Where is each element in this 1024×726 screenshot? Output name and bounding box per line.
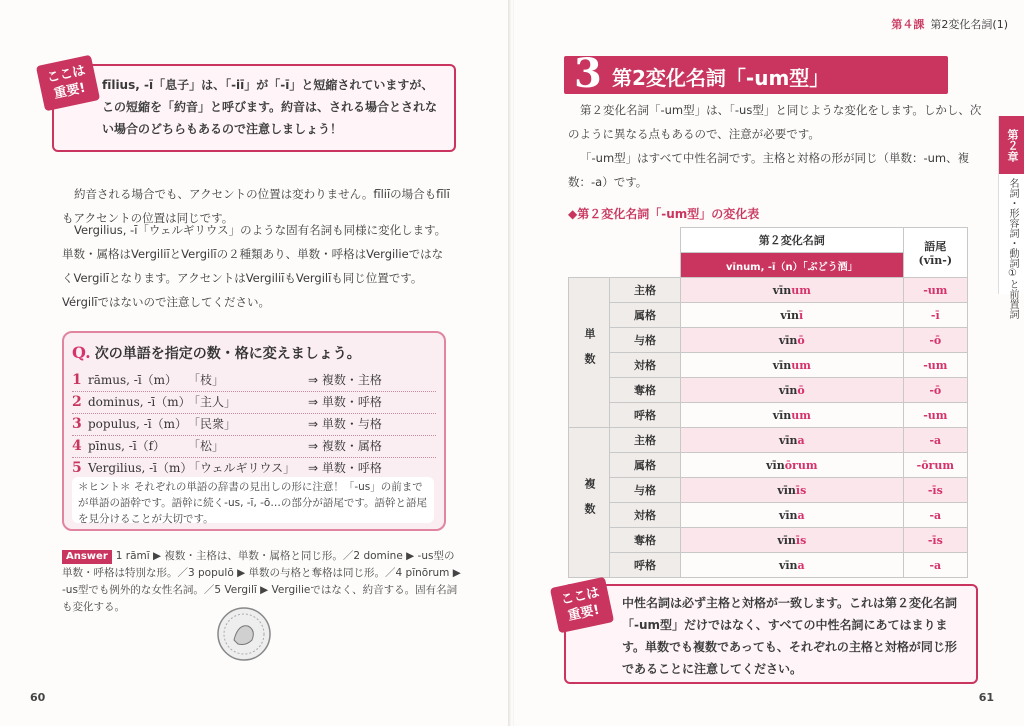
table-row (569, 378, 968, 403)
coin-illustration (216, 606, 272, 662)
case-label: 呼格 (610, 403, 681, 428)
quiz-item-task: ⇒ 複数・主格 (308, 373, 382, 387)
intro-paragraph-1: 第２変化名詞「-um型」は、「-us型」と同じような変化をします。しかし、次のように異なる点もあるので、注意が必要です。 (568, 103, 982, 141)
ending: -a (903, 553, 967, 578)
section-number: 3 (574, 50, 602, 97)
case-label: 与格 (610, 478, 681, 503)
case-label: 与格 (610, 328, 681, 353)
case-label: 呼格 (610, 553, 681, 578)
right-page (514, 0, 1024, 726)
quiz-item-meaning: 「枝」 (188, 373, 225, 387)
noun-form (681, 478, 904, 503)
form-stem: vīn (772, 283, 792, 297)
noun-form (681, 378, 904, 403)
col-subheader-noun: vīnum, -ī（n）「ぶどう酒」 (681, 253, 904, 278)
ending: -īs (903, 478, 967, 503)
ending: -ōrum (903, 453, 967, 478)
table-row (569, 553, 968, 578)
paragraph-1: 約音される場合でも、アクセントの位置は変わりません。fīliīの場合もfīlīもアクセントの位置は同じです。 (62, 187, 450, 225)
quiz-title-text: 次の単語を指定の数・格に変えましょう。 (94, 346, 361, 362)
chapter-side-tab (998, 116, 1024, 319)
case-label: 主格 (610, 278, 681, 303)
quiz-item-word: dominus, -ī（m） (88, 395, 191, 409)
tag-line2: 重要! (52, 80, 87, 102)
table-row (569, 453, 968, 478)
quiz-item (72, 413, 436, 436)
quiz-item-number: 4 (72, 438, 82, 454)
quiz-item-task: ⇒ 単数・呼格 (308, 395, 382, 409)
form-stem: vīn (778, 558, 798, 572)
quiz-box (62, 331, 446, 531)
header-title: 第2変化名詞(1) (930, 18, 1008, 31)
quiz-item-task: ⇒ 複数・属格 (308, 439, 382, 453)
quiz-q-mark: Q. (72, 343, 91, 362)
table-row (569, 503, 968, 528)
noun-form (681, 353, 904, 378)
page-number-left: 60 (30, 691, 46, 704)
quiz-item-task: ⇒ 単数・与格 (308, 417, 382, 431)
form-stem: vīn (777, 483, 796, 497)
quiz-item-number: 1 (72, 372, 82, 388)
case-label: 奪格 (610, 528, 681, 553)
quiz-item (72, 369, 436, 392)
running-header (891, 16, 1008, 32)
left-page (0, 0, 510, 726)
tag-line2: 重要! (566, 602, 601, 624)
form-stem: vīn (778, 333, 798, 347)
table-row (569, 428, 968, 453)
form-stem: vīn (777, 533, 796, 547)
ending: -um (903, 353, 967, 378)
quiz-item-word: rāmus, -ī（m） (88, 373, 178, 387)
table-row (569, 303, 968, 328)
number-group-label: 単数 (569, 278, 610, 428)
quiz-item-number: 3 (72, 416, 82, 432)
ending: -um (903, 278, 967, 303)
form-stem: vīn (772, 358, 792, 372)
quiz-item-meaning: 「民衆」 (188, 417, 237, 431)
callout-text: fīlius, -ī「息子」は、「-iī」が「-ī」と短縮されていますが、この短縮を「約音」と呼びます。約音は、される場合とされない場合のどちらもあるので注意しましょう！ (102, 78, 438, 136)
form-suffix: ōrum (784, 458, 818, 472)
form-suffix: um (791, 283, 811, 297)
ending: -a (903, 503, 967, 528)
noun-form (681, 428, 904, 453)
table-corner (569, 228, 681, 278)
table-row (569, 328, 968, 353)
col-header-noun: 第２変化名詞 (681, 228, 904, 253)
form-suffix: a (797, 558, 805, 572)
form-stem: vīn (778, 383, 798, 397)
quiz-item-meaning: 「主人」 (188, 395, 237, 409)
section-title: 第2変化名詞「-um型」 (612, 66, 830, 90)
case-label: 対格 (610, 353, 681, 378)
quiz-item-task: ⇒ 単数・呼格 (308, 461, 382, 475)
ending: -ō (903, 328, 967, 353)
noun-form (681, 278, 904, 303)
table-body (569, 278, 968, 578)
quiz-item (72, 391, 436, 414)
quiz-item (72, 435, 436, 458)
ending: -īs (903, 528, 967, 553)
form-suffix: a (797, 433, 805, 447)
important-tag (550, 577, 614, 634)
form-stem: vīn (778, 433, 798, 447)
quiz-item-word: populus, -ī（m） (88, 417, 187, 431)
page-number-right: 61 (978, 691, 994, 704)
case-label: 属格 (610, 303, 681, 328)
section-banner (564, 50, 948, 97)
important-callout (45, 63, 456, 152)
table-title: ◆第２変化名詞「-um型」の変化表 (568, 207, 760, 221)
form-stem: vīn (772, 408, 792, 422)
noun-form (681, 303, 904, 328)
form-suffix: īs (795, 533, 807, 547)
answer-text: 1 rāmī ▶ 複数・主格は、単数・属格と同じ形。／2 domine ▶ -us型の単数・呼格は特別な形。／3 populō ▶ 単数の与格と奪格は同じ形。／4 pīnōrum ▶ -us型でも例外的な女性名詞。／5 Vergilī ▶ Vergilieではなく、約音する。固有名詞も変化する。 (62, 550, 461, 613)
table-row (569, 353, 968, 378)
declension-table (568, 227, 968, 578)
quiz-item-word: pīnus, -ī（f） (88, 439, 166, 453)
tag-line1: ここは (45, 63, 87, 87)
ending: -um (903, 403, 967, 428)
noun-form (681, 403, 904, 428)
ending-header: 語尾 (924, 240, 947, 253)
quiz-item-meaning: 「松」 (188, 439, 225, 453)
noun-form (681, 503, 904, 528)
quiz-item-number: 5 (72, 460, 82, 476)
form-stem: vīn (780, 308, 799, 322)
tag-line1: ここは (559, 585, 601, 609)
noun-form (681, 328, 904, 353)
number-group-label: 複数 (569, 428, 610, 578)
quiz-hint: ＊ヒント＊ それぞれの単語の辞書の見出しの形に注意！「-us」の前までが単語の語幹です。語幹に続く-us, -ī, -ō…の部分が語尾です。語幹と語尾を見分けることが大切です。 (72, 477, 434, 523)
ending: -a (903, 428, 967, 453)
side-tab-topic: 名詞・形容詞・動詞①と前置詞 (1007, 178, 1018, 319)
case-label: 主格 (610, 428, 681, 453)
side-tab-chapter: 第２章 (999, 116, 1024, 174)
noun-form (681, 453, 904, 478)
case-label: 対格 (610, 503, 681, 528)
form-suffix: um (791, 358, 811, 372)
form-suffix: ō (797, 383, 805, 397)
header-chapter: 第４課 (891, 18, 925, 31)
case-label: 奪格 (610, 378, 681, 403)
quiz-item-meaning: 「ウェルギリウス」 (188, 461, 296, 475)
form-suffix: um (791, 408, 811, 422)
ending: -ō (903, 378, 967, 403)
ending: -ī (903, 303, 967, 328)
callout-text: 中性名詞は必ず主格と対格が一致します。これは第２変化名詞「-um型」だけではなく、すべての中性名詞にあてはまります。単数でも複数であっても、それぞれの主格と対格が同じ形であることに注意してください。 (622, 596, 958, 676)
quiz-item-number: 2 (72, 394, 82, 410)
intro-paragraph-2: 「-um型」はすべて中性名詞です。主格と対格の形が同じ（単数：-um、複数：-a）です。 (568, 151, 970, 189)
quiz-item-word: Vergilius, -ī（m） (88, 461, 193, 475)
table-row (569, 478, 968, 503)
form-suffix: ō (797, 333, 805, 347)
form-suffix: īs (795, 483, 807, 497)
important-tag (36, 55, 100, 112)
table-row (569, 278, 968, 303)
noun-form (681, 553, 904, 578)
quiz-item (72, 457, 436, 479)
form-stem: vīn (778, 508, 798, 522)
ending-subheader: (vīn-) (918, 254, 953, 267)
paragraph-2: Vergilius, -ī「ウェルギリウス」のような固有名詞も同様に変化します。単数・属格はVergiliīとVergilīの２種類あり、単数・呼格はVergilieではなくVergilīとなります。アクセントはVergiliīもVergilīも同じ位置です。Vérgilīではないので注意してください。 (62, 223, 447, 309)
form-stem: vīn (766, 458, 785, 472)
form-suffix: ī (799, 308, 804, 322)
form-suffix: a (797, 508, 805, 522)
table-row (569, 528, 968, 553)
col-header-ending (903, 228, 967, 278)
important-callout-right (559, 584, 978, 684)
quiz-title (72, 343, 361, 363)
table-row (569, 403, 968, 428)
case-label: 属格 (610, 453, 681, 478)
answer-tag: Answer (62, 550, 112, 564)
noun-form (681, 528, 904, 553)
